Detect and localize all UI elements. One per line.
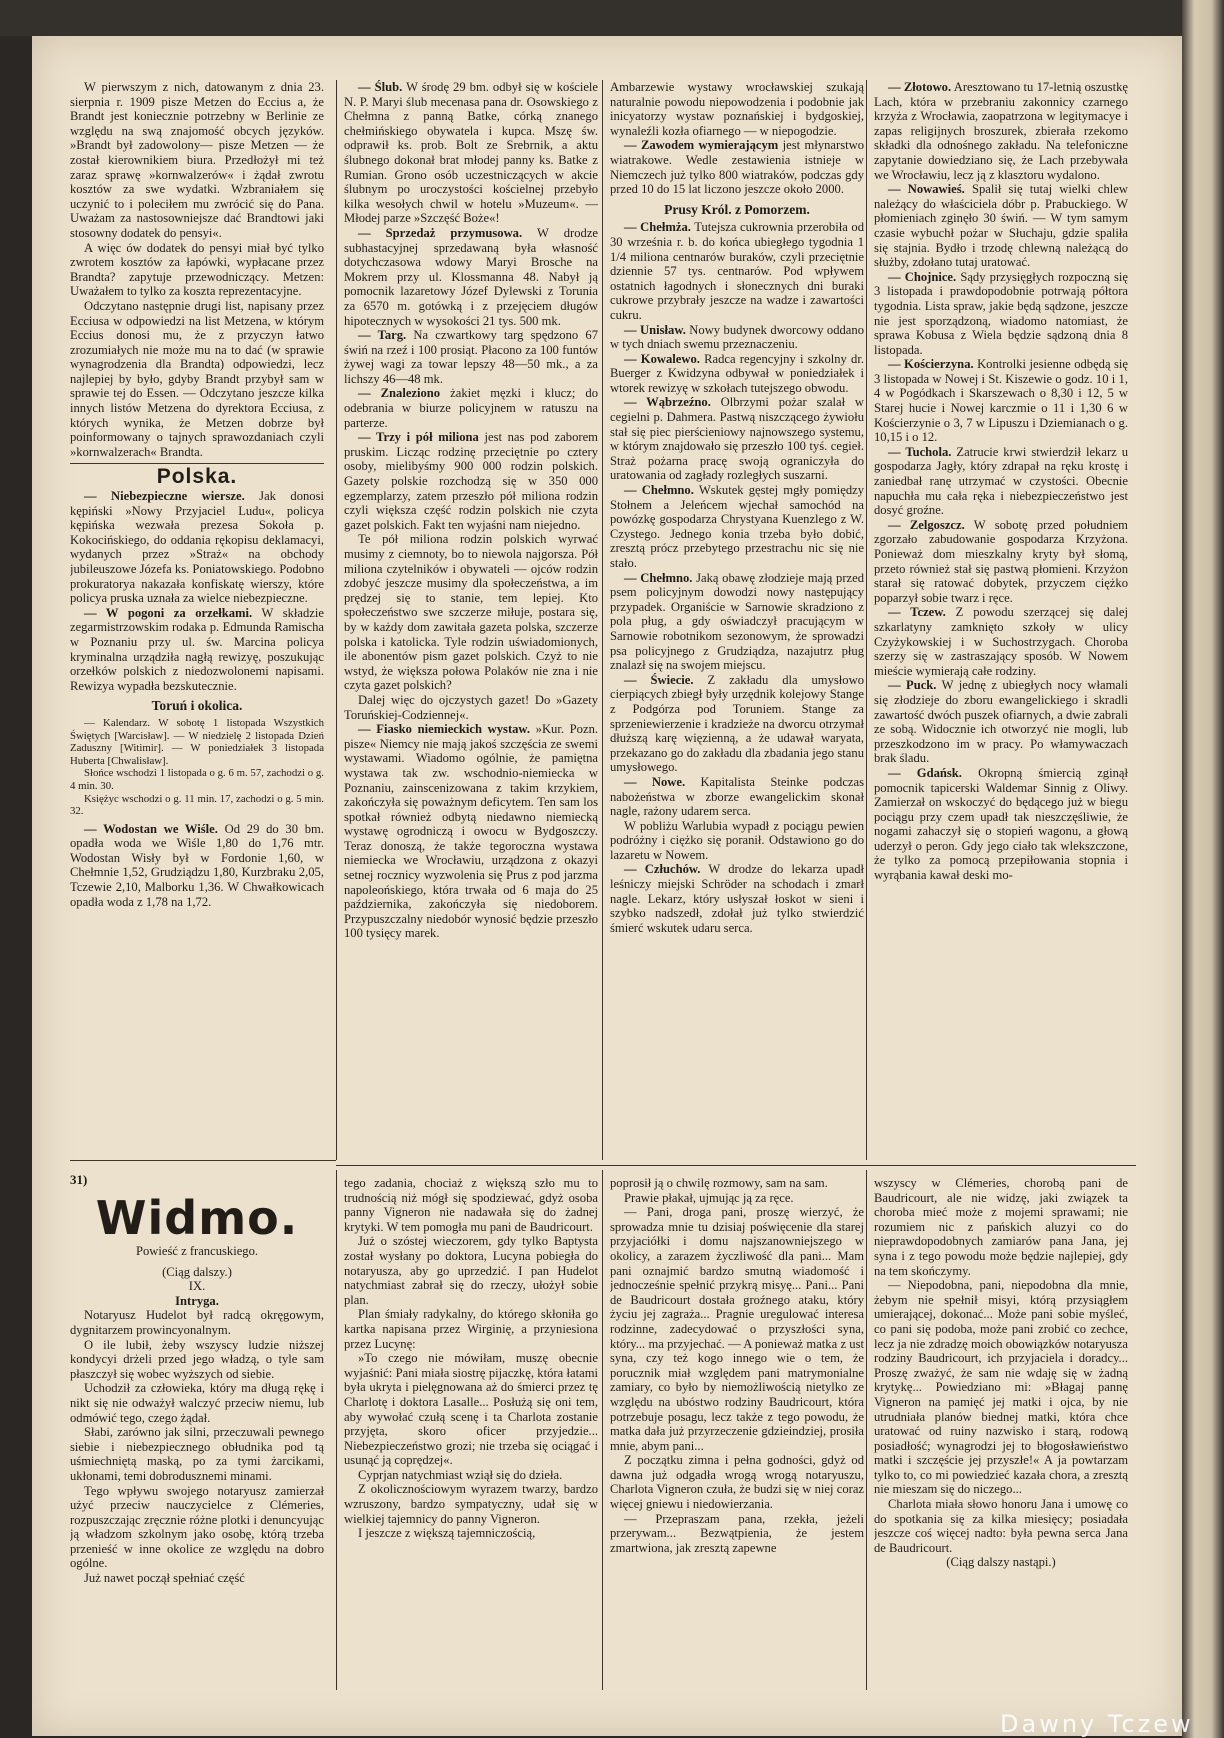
chapter-title: Intryga. [175, 1293, 219, 1308]
news-item [610, 673, 864, 775]
news-item [344, 80, 598, 226]
news-item [610, 352, 864, 396]
paragraph: Już nawet począł spełniać część [84, 1571, 245, 1586]
news-item [344, 532, 598, 693]
section-rule [336, 1165, 1136, 1166]
item-text: żakiet męzki i klucz; do odebrania w biurze policyjnem w ratuszu na parterze. [344, 386, 598, 430]
item-lead: — Chojnice. [888, 269, 957, 284]
news-item [874, 605, 1128, 678]
paragraph: Już o szóstej wieczorem, gdy tylko Baptysta został wysłany po doktora, Lucyna pobiegła do notaryusza, aby go uprzedzić. I pan Hudelot natychmiast zabrał się do rzeczy, ułożył sobie plan. [344, 1234, 598, 1307]
item-lead: — Chełmno. [624, 570, 693, 585]
section-title-torun: Toruń i okolica. [151, 698, 243, 714]
news-item [344, 226, 598, 328]
news-item [874, 182, 1128, 270]
paragraph: Odczytano następnie drugi list, napisany przez Ecciusa w odpowiedzi na list Metzena, w którym Eccius donosi mu, że z przyczyn łatwo zrozumiałych nie może mu na to dać (w sprawie wynagrodzenia dla Brandta) odpowiedzi, lecz najlepiej by było, gdyby Brandt przybył sam w sprawie tej do Essen. — Odczytano jeszcze kilka innych listów Metzena do dyrektora Ecciusa, z których wynika, że Metzen dobrze był poinformowany o tajnych sprawozdaniach czyli »kornwalzerach« Brandta. [70, 298, 324, 459]
news-item [874, 445, 1128, 518]
item-lead: — Znaleziono [358, 386, 441, 401]
column-rule-2 [602, 80, 603, 1160]
item-text: jest nas pod zaborem pruskim. Licząc rodzinę przeciętnie po cztery osoby, mielibyśmy 900 000 rodzin polskich. Gazety polskie rozchodzą się w 350 000 egzemplarzy, zatem przeszło pół miliona rodzin czyli większa część rodzin polskich nie czyta gazet polskich. Fakt ten wyjaśni nam niejedno. [344, 430, 598, 532]
item-text: Zatrucie krwi stwierdził lekarz u gospodarza Jagły, który zdrapał na ręku krostę i zaniedbał ranę utrzymać w czystości. Obecnie napuchła mu cała ręka i niebezpieczeństwo jest dosyć groźne. [874, 444, 1128, 518]
item-text: Jaką obawę złodzieje mają przed psem policyjnym dowodzi nowy następujący przypadek. Organiście w Sarnowie skradziono z pola pług, a gdy oświadczył pracującym w Sarnowie robotnikom sezonowym, że sprowadzi psa policyjnego z Grudziądza, nazajutrz pług znalazł się na swojem miejscu. [610, 570, 864, 673]
item-lead: — Złotowo. [888, 80, 952, 94]
item-text: W drodze do lekarza upadł leśniczy miejski Schröder na schodach i zmarł nagle. Lekarz, który usłyszał łoskot w sieni i szybko nadszedł, zdołał już tylko stwierdzić śmierć wskutek udaru serca. [610, 862, 864, 935]
item-text: Sądy przysięgłych rozpoczną się 3 listopada i prawdopodobnie potrwają półtora tygodnia. Lista spraw, jakie będą sądzone, jeszcze nie jest sporządzoną, wiadomo natomiast, że sprawa Kobusa z Wiela będzie sądzoną dnia 8 listopada. [874, 269, 1128, 357]
item-lead: — Nowawieś. [888, 182, 965, 197]
item-text: W środę 29 bm. odbył się w kościele N. P. Maryi ślub mecenasa pana dr. Osowskiego z Chełmna z panną Batke, córką znanego chełmińskiego obywatela i kupca. Mszę św. odprawił ks. prob. Bolt ze Srebrnik, a aktu ślubnego dokonał brat młodej panny ks. Batke z Rumian. Grono osób uczestniczących w akcie ślubnym po uroczystości kościelnej przebyło kilka wesołych chwil w hotelu »Muzeum«. — Młodej parze »Szczęść Boże«! [344, 80, 598, 226]
column-2-top [344, 80, 598, 1160]
news-item [874, 270, 1128, 358]
paragraph: — Pani, droga pani, proszę wierzyć, że sprowadza mnie tu dzisiaj poświęcenie dla starej przyjaciółki i domu najszanowniejszego w okolicy, a zarazem życzliwość dla pani... Mam pani oznajmić bardzo smutną wiadomość i jednocześnie spełnić przykrą misyę... Pani... Pani de Baudricourt dostała groźnego ataku, który życiu jej zagraża... Pragnie uregulować interesa rodzinne, zadecydować o przyszłości syna, który... ma przyjechać. — A ponieważ matka z ust syna, czy też kogo innego wie o tem, że porucznik miał względem pani matrymonialne zamiary, co było by niemożliwością nietylko ze względu na ubóstwo rodziny Baudricourt, która potrzebuje posagu, lecz także z tego powodu, że matka dała już przyrzeczenie gdzieindziej, prosiła mnie, abym pani... [610, 1205, 864, 1453]
item-lead: — Świecie. [624, 672, 694, 687]
news-item [70, 489, 324, 606]
item-text: Spalił się tutaj wielki chlew należący do właściciela dóbr p. Prabuckiego. W płomieniach zginęło 30 świń. — W tym samym czasie wybuchł pożar w Słuchaju, gdzie spaliła się stajnia. Bydło i trzodę chlewną należącą do służby, zdołano tutaj uratować. [874, 182, 1128, 270]
column-rule-3 [866, 80, 867, 1160]
news-item [610, 395, 864, 483]
news-item [344, 430, 598, 532]
item-text: Kontrolki jesienne odbędą się 3 listopada w Nowej i St. Kiszewie o godz. 10 i 1, 4 w Pogódkach i Skarszewach o 8,30 i 12, 5 w Starej hucie i Nowej karczmie o 11 i 1,30 6 w Kościerzynie o 3, 7 w Lipuszu i Dziemianach o g. 10,15 i o 12. [874, 357, 1128, 445]
news-item [610, 138, 864, 196]
item-lead: — Człuchów. [624, 862, 701, 877]
news-item [344, 386, 598, 430]
item-text: Z zakładu dla umysłowo cierpiących zbiegł były urzędnik kolejowy Stange z Podgórza pod Toruniem. Stange za sprzeniewierzenie i kradzieże na dworcu otrzymał dłuższą karę więzienną, a że udawał waryata, przekazano go do zakładu dla zbadania jego stanu umysłowego. [610, 672, 864, 775]
paragraph: Notaryusz Hudelot był radcą okręgowym, dygnitarzem prowincyonalnym. [70, 1308, 324, 1337]
news-item [344, 693, 598, 722]
item-lead: — Fiasko niemieckich wystaw. [358, 722, 530, 737]
calendar-note: — Kalendarz. W sobotę 1 listopada Wszystkich Świętych [Warcisław]. — W niedzielę 2 listopada Dzień Zaduszny [Witimir]. — W poniedziałek 3 listopada Huberta [Chwalisław]. [70, 716, 324, 767]
news-item [610, 571, 864, 673]
paragraph: Cyprjan natychmiast wziął się do dzieła. [358, 1467, 563, 1482]
item-lead: — Kościerzyna. [888, 357, 974, 372]
item-text: Te pół miliona rodzin polskich wyrwać musimy z ciemnoty, bo to niewola najgorsza. Pół miliona czytelników i obywateli — ojców rodzin zdobyć jeszcze musimy dla społeczeństwa, a im prędzej się to stanie, tem lepiej. Kto społeczeństwo swe szczerze miłuje, postara się, by w każdy dom zawitała gazeta polska, szczerze polska i katolicka. Tyle rodzin uświadomionych, ile abonentów pism gazet polskich. Czyż to nie wstyd, że większa połowa Polaków nie zna i nie czyta gazet polskich? [344, 532, 598, 693]
news-item [610, 819, 864, 863]
paragraph: Charlota miała słowo honoru Jana i umowę co do spotkania się za kilka miesięcy; posiadała jeszcze coś więcej nadto: była pewna serca Jana de Baudricourt. [874, 1497, 1128, 1555]
paragraph: W pierwszym z nich, datowanym z dnia 23. sierpnia r. 1909 pisze Metzen do Eccius a, że Brandt jest koniecznie potrzebny w Berlinie ze względu na swą znajomość obcych języków. »Brandt był zadowolony— pisze Metzen — że został kierownikiem biura. Przedłożył mi też zaraz sprawę »kornwalzerów« i żądał zwrotu kosztów za swe wydatki. Wzbraniałem się uczynić to i poleciłem mu zwrócić się do Pana. Uważam za nastosowniejsze dać Brandtowi jaki stosowny dodatek do pensyi«. [70, 80, 324, 240]
scan-right-border [1182, 0, 1224, 1738]
item-lead: — Wodostan we Wiśle. [84, 821, 218, 836]
item-text: Radca regencyjny i szkolny dr. Buerger z Kwidzyna odbywał w poniedziałek i wtorek rewizyę w szkołach tutejszego obwodu. [610, 351, 864, 395]
news-item [610, 483, 864, 571]
divider [70, 463, 324, 464]
item-lead: — Unisław. [624, 322, 686, 337]
watermark: Dawny Tczew [1000, 1710, 1194, 1738]
serial-continued: (Ciąg dalszy.) [162, 1264, 232, 1279]
item-text: jest młynarstwo wiatrakowe. Wedle zestawienia istnieje w Niemczech już tylko 800 wiatraków, podczas gdy przed 10 do 15 lat liczono jeszcze około 2000. [610, 138, 864, 197]
column-2-serial [344, 1176, 598, 1676]
paragraph: A więc ów dodatek do pensyi miał być tylko zwrotem kosztów za łapówki, wypłacane przez Brandta? zapytuje przewodniczący. Metzen: Uważałem to tylko za koszta reprezentacyjne. [70, 240, 324, 299]
news-item [70, 606, 324, 694]
item-text: W drodze subhastacyjnej sprzedawaną była własność dotychczasowa wdowy Maryi Brosche na Mokrem przy ul. Klossmanna 48. Nabył ją pomocnik lazaretowy Józef Dylewski z Torunia za 6570 m. gotówką i z przejęciem długów hipotecznych w wysokości 21 tys. 500 mk. [344, 225, 598, 328]
item-text: Od 29 do 30 bm. opadła woda we Wiśle 1,80 do 1,76 mtr. Wodostan Wisły był w Fordonie 1,60, w Chełmnie 1,52, Grudziądzu 1,80, Kurzbraku 2,05, Tczewie 2,10, Malborku 1,36. W Chwałkowicach opadła woda z 1,78 na 1,72. [70, 821, 324, 909]
section-title-prusy: Prusy Król. z Pomorzem. [664, 201, 810, 217]
paragraph: Z początku zimna i pełna godności, gdyż od dawna już odgadła wrogą wrogą notaryuszu, Charlota Vigneron czuła, że budzi się w niej coraz więcej gniewu i niedowierzania. [610, 1453, 864, 1512]
paragraph: wszyscy w Clémeries, chorobą pani de Baudricourt, ale nie widzę, jaki związek ta choroba mieć może z mojemi sprawami; nie rozumiem nic z pańskich aluzyi co do nieprawdopodobnych zamiarów pana Jana, jej syna i z tego powodu może będzie najlepiej, gdy na tem skończymy. [874, 1176, 1128, 1278]
paragraph: I jeszcze z większą tajemniczością, [358, 1526, 536, 1541]
column-1-serial [70, 1184, 324, 1684]
chapter-number: IX. [188, 1279, 206, 1294]
moon-note: Księżyc wschodzi o g. 11 min. 17, zachodzi o g. 5 min. 32. [70, 792, 324, 818]
serial-number: 31) [70, 1172, 88, 1187]
item-text: W pobliżu Warlubia wypadł z pociągu pewien podróżny i ciężko się poranił. Odstawiono go do lazaretu w Nowem. [610, 818, 864, 862]
item-lead: — Tuchola. [888, 444, 952, 459]
item-text: Tutejsza cukrownia przerobiła od 30 września r. b. do końca ubiegłego tygodnia 1 1/4 miliona centnarów buraków, czyli przeciętnie dziennie 57 tys. centnarów. Pod wpływem ostatnich łagodnych i słonecznych dni buraki cukrowe przybrały jeszcze na wadze i zawartości cukru. [610, 220, 864, 322]
paragraph: Z okolicznościowym wyrazem twarzy, bardzo wzruszony, bardzo sympatyczny, udał się w wielkiej tajemnicy do panny Vigneron. [344, 1482, 598, 1526]
item-text: Okropną śmiercią zginął pomocnik tapicerski Waldemar Sinnig z Oliwy. Zamierzał on wskoczyć do będącego już w biegu pociągu przy czem upadł tak nieszczęśliwie, że nogami zahaczył się o stopień wagonu, a głową uderzył o peron. Gdy jego ciało tak wlekszczone, że tylko za pomocą przepiłowania stopnia i wyrąbania kawał deski mo- [874, 765, 1128, 883]
item-lead: — Zawodem wymierającym [624, 138, 779, 153]
column-3-serial [610, 1176, 864, 1676]
item-lead: — Kowalewo. [624, 351, 700, 366]
item-lead: — Targ. [358, 328, 407, 343]
item-lead: — Trzy i pół miliona [358, 430, 479, 445]
paragraph: Uchodził za człowieka, który ma długą rękę i nikt się nie odważył walczyć przeciw niemu, lub odmówić tego, czego żądał. [70, 1381, 324, 1425]
item-text: Jak donosi kępiński »Nowy Przyjaciel Ludu«, policya kępińska wezwała prezesa Sokoła p. Kokocińskiego, do oddania rękopisu deklamacyi, wydanych przez »Straż« na obchody jubileuszowe Józefa ks. Poniatowskiego. Podobno prokuratorya nakazała konfiskatę wierszy, które policya pruska uznała za wielce niebezpieczne. [70, 489, 324, 606]
paragraph: Słabi, zarówno jak silni, przeczuwali pewnego siebie i niebezpiecznego obłudnika pod tą uśmiechniętą maską, po za tymi żarcikami, ukłonami, temi dobrodusznemi minami. [70, 1425, 324, 1483]
column-rule-1 [336, 80, 337, 1160]
item-lead: — Zelgoszcz. [888, 517, 965, 532]
news-item [874, 357, 1128, 445]
news-item [874, 678, 1128, 766]
paragraph: — Niepodobna, pani, niepodobna dla mnie, żebym nie spełnił misyi, którą przysiągłem umierającej, dokonać... Może pani sobie myśleć, co pani się podoba, może pani zrobić co zechce, lecz ja nie zdradzę moich obowiązków notaryusza rodziny Baudricourt, ich przyjaciela i doradcy... Proszę zważyć, że sam nie wdaję się w żadną krytykę... Powiedziano mi: »Błagaj pannę Vigneron na pamięć jej matki i ojca, by nie utrudniała planów biednej matki, która chce uratować od ruiny nazwisko i starą, rodową posiadłość; wynagrodzi jej to błogosławieństwo matki i szczęście jej przyszłe!« A ja powtarzam tylko to, co mi powiedzieć kazała chora, a zresztą nie mieszam się do niczego... [874, 1278, 1128, 1497]
paragraph: Prawie płakał, ujmując ją za ręce. [624, 1190, 794, 1205]
to-be-continued: (Ciąg dalszy nastąpi.) [946, 1555, 1056, 1570]
item-text: Na czwartkowy targ spędzono 67 świń na rzeź i 100 prosiąt. Płacono za 100 funtów żywej wagi za towar lepszy 48—50 mk., a za lichszy 46—48 mk. [344, 328, 598, 386]
paragraph: poprosił ją o chwilę rozmowy, sam na sam. [610, 1176, 828, 1190]
item-text: W jednę z ubiegłych nocy włamali się złodzieje do zboru ewangelickiego i skradli zawartość dwóch puszek ofiarnych, a dwie zabrali ze sobą. Widocznie ich otworzyć nie mogli, lub przeszkodzono im w pracy. Po włamywaczach brak śladu. [874, 678, 1128, 766]
column-rule-low-1 [336, 1170, 337, 1690]
news-item [874, 518, 1128, 606]
paragraph: Ambarzewie wystawy wrocławskiej szukają naturalnie powodu niepowodzenia i podobnie jak inicyatorzy wystaw poznańskiej i bydgoskiej, wynaleźli kozła ofiarnego — w niepogodzie. [610, 80, 864, 138]
news-item [610, 323, 864, 352]
item-lead: — W pogoni za orzełkami. [84, 605, 253, 620]
item-lead: — Chełmża. [624, 220, 691, 235]
column-4-serial [874, 1176, 1128, 1676]
serial-title: Widmo. [95, 1191, 299, 1245]
news-item [610, 862, 864, 935]
item-text: Nowy budynek dworcowy oddano w tych dniach swemu przeznaczeniu. [610, 322, 864, 352]
item-text: Wskutek gęstej mgły pomiędzy Stołnem a Jeleńcem wjechał samochód na powózkę gospodarza Chrystyana Kuenzlego z W. Czystego. Jednego konia trzeba było dobić, zresztą prócz przebytego przestrachu nic się nie stało. [610, 483, 864, 570]
item-text: »Kur. Pozn. pisze« Niemcy nie mają jakoś szczęścia ze swemi wystawami. Wiadomo ogólnie, że pamiętna wystawa tak zw. wschodnio-niemiecka w Poznaniu, zainscenizowana z takim krzykiem, zakończyła się poważnym deficytem. Ten sam los spotkał również odbytą niedawno niemiecką wystawę ogrodniczą i owocu w Bydgoszczy. Teraz donoszą, że także tegoroczna wystawa niemiecka we Wrocławiu, urządzona z okazyi setnej rocznicy wyzwolenia się Prus z pod jarzma napoleońskiego, która trwała od 6 maja do 25 października, zakończyła się niedoborem. Przypuszczalny niedobór wynosić będzie przeszło 100 tysięcy marek. [344, 722, 598, 941]
column-3-top [610, 80, 864, 1160]
item-lead: — Gdańsk. [888, 765, 962, 780]
column-rule-low-2 [602, 1170, 603, 1690]
news-item [610, 775, 864, 819]
paragraph: Plan śmiały radykalny, do którego skłoniła go kartka napisana przez Wirginię, a przyniesiona przez Lucynę: [344, 1307, 598, 1351]
item-lead: — Puck. [888, 678, 937, 693]
column-rule-low-3 [866, 1170, 867, 1690]
column-1-top [70, 80, 324, 1155]
paragraph: O ile lubił, żeby wszyscy ludzie niższej kondycyi drżeli przed jego władzą, o tyle sam płaszczył się wobec wyższych od siebie. [70, 1337, 324, 1381]
item-text: Kapitalista Steinke podczas nabożeństwa w zborze ewangelickim skonał nagle, rażony udarem serca. [610, 774, 864, 819]
news-item [344, 328, 598, 386]
item-lead: — Sprzedaż przymusowa. [358, 225, 523, 240]
item-text: Dalej więc do ojczystych gazet! Do »Gazety Toruńskiej-Codziennej«. [344, 692, 598, 722]
paragraph: tego zadania, chociaż z większą szło mu to trudnością niż mógł się spodziewać, gdyż osoba panny Vigneron nie nadawała się do żadnej krytyki. W tem pomogła mu pani de Baudricourt. [344, 1176, 598, 1234]
item-text: W składzie zegarmistrzowskim rodaka p. Edmunda Ramischa w Poznaniu przy ul. św. Marcina policya kryminalna urządziła nagłą rewizyę, poszukując orzełków polskich z niedozwolonemi napisami. Rewizya wypadła bezskutecznie. [70, 605, 324, 693]
item-lead: — Niebezpieczne wiersze. [84, 489, 245, 504]
item-text: Olbrzymi pożar szalał w cegielni p. Dahmera. Pastwą niszczącego żywiołu stał się piec pierścieniowy najnowszego systemu, w którym znajdowało się przeszło 100 tyś. cegieł. Straż pożarna pracę swoją ograniczyła do uratowania od zagłady rozległych suszarni. [610, 395, 864, 483]
item-lead: — Chełmno. [624, 483, 694, 498]
paragraph: — Przepraszam pana, rzekła, jeżeli przerywam... Bezwątpienia, że jestem zmartwiona, jak zresztą zapewne [610, 1511, 864, 1555]
news-item [70, 822, 324, 910]
item-lead: — Wąbrzeźno. [624, 395, 711, 410]
news-item [344, 722, 598, 941]
section-title-polska: Polska. [156, 465, 238, 489]
item-lead: — Ślub. [358, 80, 403, 94]
paragraph: Tego wpływu swojego notaryusz zamierzał użyć przeciw nauczycielce z Clémeries, rozpuszczając zręcznie różne plotki i denuncyując ją władzom szkolnym jako osobę, którą trzeba przenieść w inne okolice ze względu na dobro ogólne. [70, 1483, 324, 1571]
serial-subtitle: Powieść z francuskiego. [135, 1244, 259, 1258]
column-4-top [874, 80, 1128, 1160]
news-item [874, 80, 1128, 182]
paragraph: »To czego nie mówiłam, muszę obecnie wyjaśnić: Pani miała siostrę pijaczkę, która łatami była ukryta i pielęgnowana aż do śmierci przez tę Charlotę i doktora Lasalle... Posłużą się oni tem, aby wywołać czułą scenę i ta Charlota zostanie przyjęta, skoro oficer przyjedzie... Niebezpieczeństwo grozi; nie trzeba się ociągać i usunąć ją coprędzej«. [344, 1351, 598, 1468]
news-item [610, 220, 864, 322]
section-rule-left [70, 1160, 336, 1161]
news-item [874, 766, 1128, 883]
item-text: Aresztowano tu 17-letnią oszustkę Lach, która w przebraniu zakonnicy czarnego krzyża z Wrocławia, zaopatrzona w legitymacye i zapas religijnych broszurek, zbierała rzekomo składki dla odnośnego zakładu. Na telefoniczne zapytanie dowiedziano się, że Lach przebywała we Wrocławiu, lecz ją z klasztoru wydalono. [874, 80, 1128, 182]
item-lead: — Nowe. [624, 774, 686, 789]
item-text: Z powodu szerzącej się dalej szkarlatyny zamknięto szkoły w ulicy Czyżykowskiej i w Suchostrzygach. Choroba szerzy się w zastraszający sposób. W Nowem mieście wymierają całe rodziny. [874, 605, 1128, 678]
sun-note: Słońce wschodzi 1 listopada o g. 6 m. 57, zachodzi o g. 4 min. 30. [70, 767, 324, 792]
scan-top-border [0, 0, 1224, 36]
item-lead: — Tczew. [888, 605, 946, 620]
item-text: W sobotę przed południem zgorzało zabudowanie gospodarza Krzyżona. Ponieważ dom mieszkalny kryty był słomą, przeto również stał się pastwą płomieni. Krzyżon starał się ratować dobytek, przyczem ciężko poparzył sobie twarz i ręce. [874, 517, 1128, 605]
